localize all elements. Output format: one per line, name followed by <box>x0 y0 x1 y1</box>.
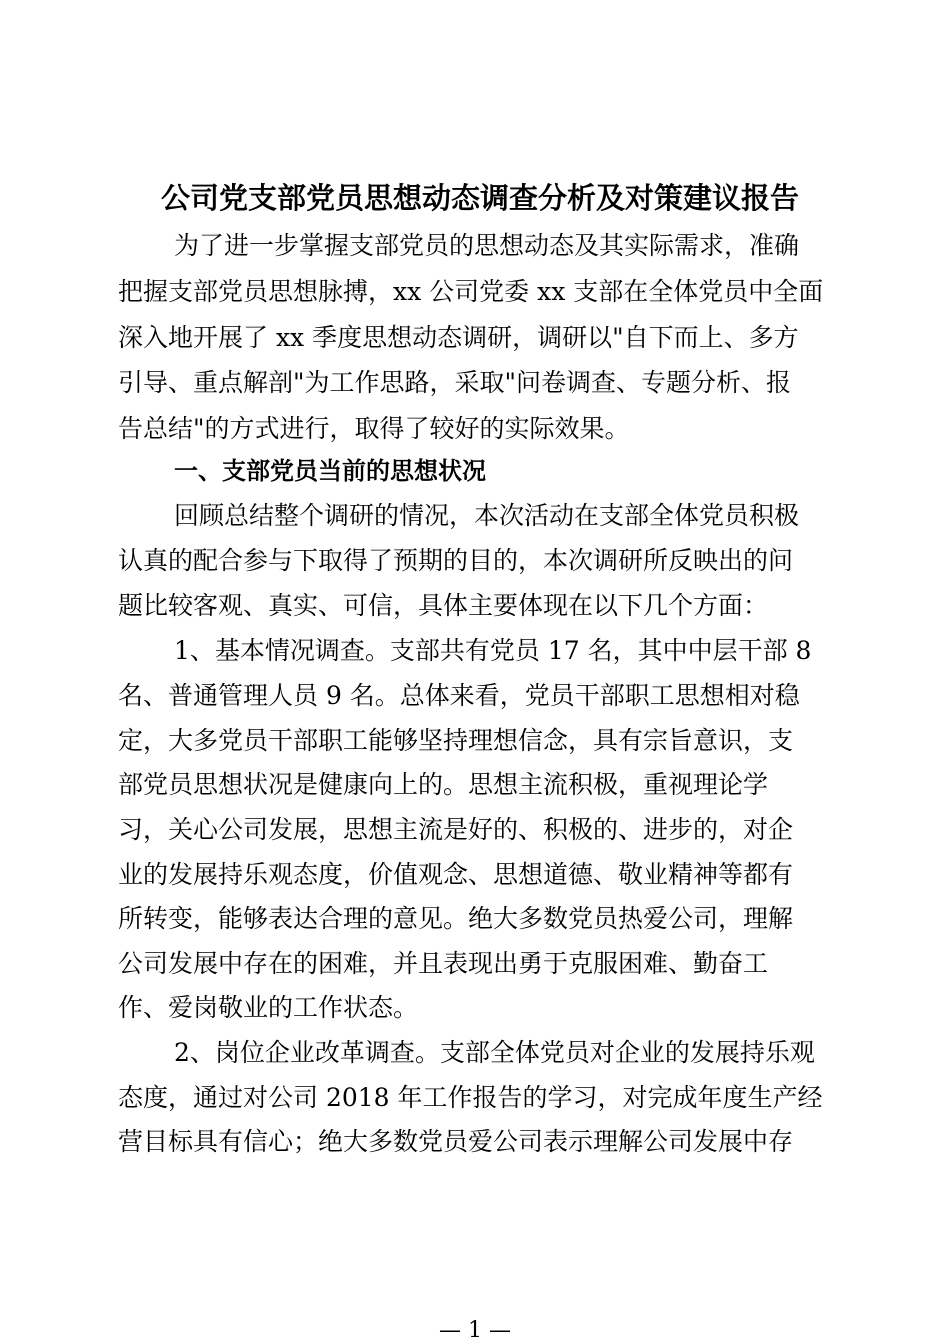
text-line-20: 态度，通过对公司 2018 年工作报告的学习，对完成年度生产经 <box>118 1083 823 1112</box>
text-line-11: 名、普通管理人员 9 名。总体来看，党员干部职工思想相对稳 <box>118 681 800 710</box>
text-line-8: 认真的配合参与下取得了预期的目的，本次调研所反映出的问 <box>118 546 794 575</box>
document-title: 公司党支部党员思想动态调查分析及对策建议报告 <box>160 181 799 215</box>
text-line-4: 引导、重点解剖"为工作思路，采取"问卷调查、专题分析、报 <box>118 368 792 397</box>
text-line-2: 把握支部党员思想脉搏，xx 公司党委 xx 支部在全体党员中全面 <box>118 277 824 306</box>
text-line-16: 所转变，能够表达合理的意见。绝大多数党员热爱公司，理解 <box>118 904 794 933</box>
text-line-10: 1、基本情况调查。支部共有党员 17 名，其中中层干部 8 <box>174 636 812 665</box>
text-line-14: 习，关心公司发展，思想主流是好的、积极的、进步的，对企 <box>118 815 794 844</box>
text-line-5: 告总结"的方式进行，取得了较好的实际效果。 <box>118 414 630 443</box>
text-line-18: 作、爱岗敬业的工作状态。 <box>118 993 419 1022</box>
section-heading-1: 一、支部党员当前的思想状况 <box>174 457 486 485</box>
text-line-19: 2、岗位企业改革调查。支部全体党员对企业的发展持乐观 <box>174 1038 815 1067</box>
text-line-13: 部党员思想状况是健康向上的。思想主流积极，重视理论学 <box>118 770 769 799</box>
text-line-17: 公司发展中存在的困难，并且表现出勇于克服困难、勤奋工 <box>118 949 769 978</box>
page-number: — 1 — <box>439 1318 511 1343</box>
text-line-3: 深入地开展了 xx 季度思想动态调研，调研以"自下而上、多方 <box>118 323 799 352</box>
text-line-1: 为了进一步掌握支部党员的思想动态及其实际需求，准确 <box>174 231 800 260</box>
text-line-9: 题比较客观、真实、可信，具体主要体现在以下几个方面： <box>118 591 769 620</box>
text-line-15: 业的发展持乐观态度，价值观念、思想道德、敬业精神等都有 <box>118 860 794 889</box>
text-line-21: 营目标具有信心；绝大多数党员爱公司表示理解公司发展中存 <box>118 1127 794 1156</box>
text-line-12: 定，大多党员干部职工能够坚持理想信念，具有宗旨意识，支 <box>118 726 794 755</box>
text-line-7: 回顾总结整个调研的情况，本次活动在支部全体党员积极 <box>174 501 800 530</box>
